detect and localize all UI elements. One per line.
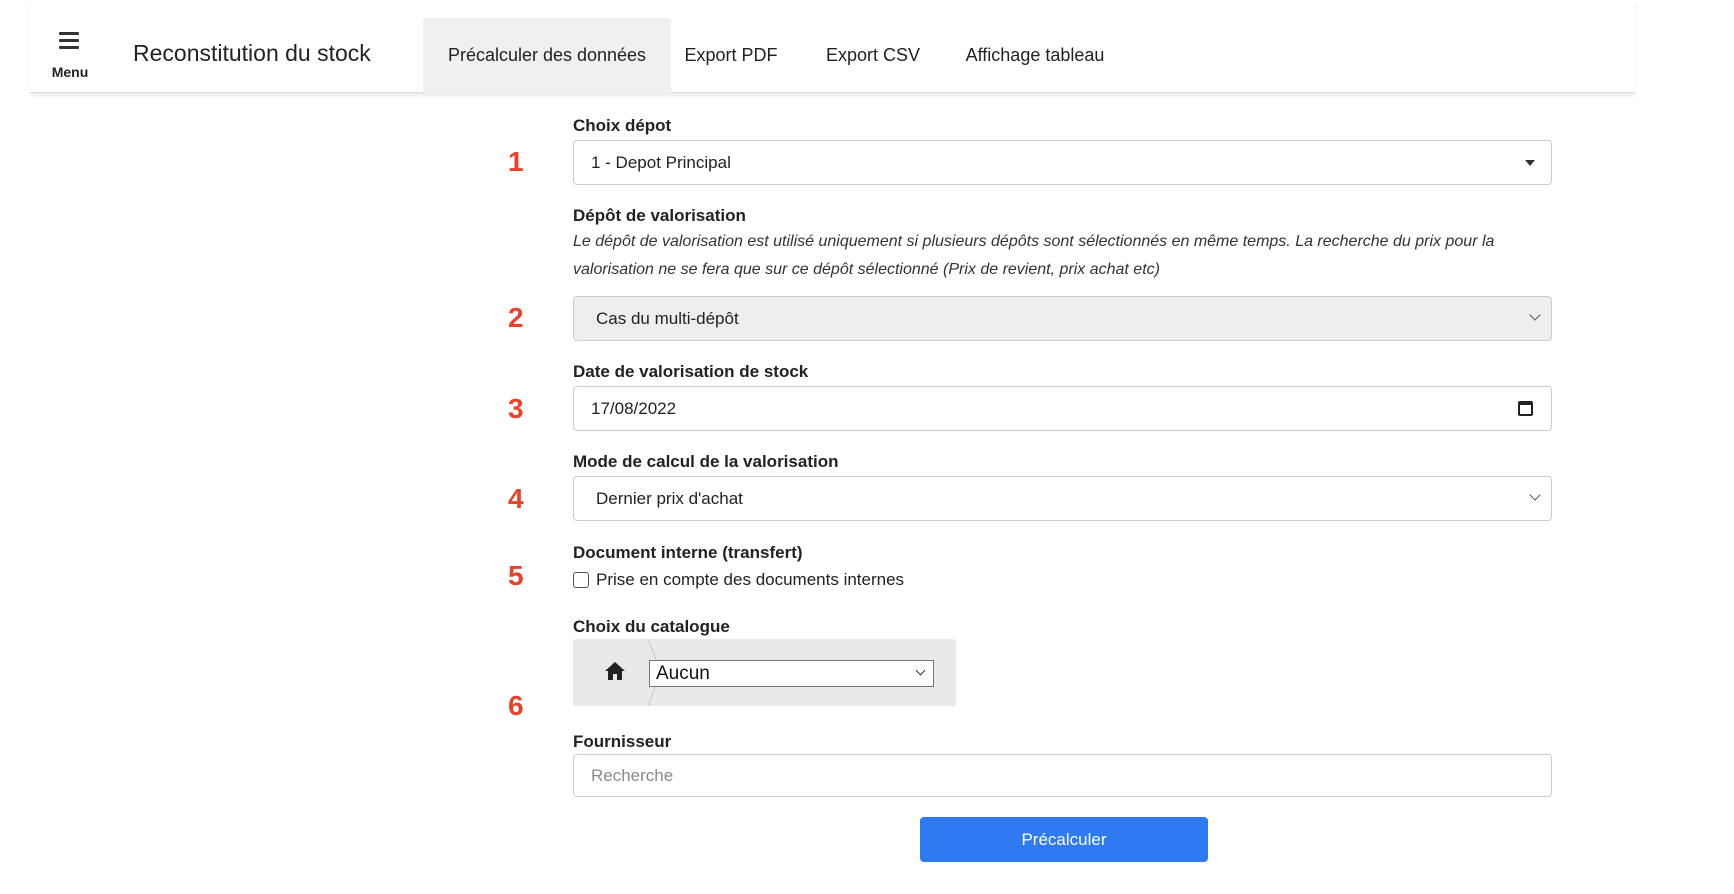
precalculer-button[interactable]: Précalculer xyxy=(920,817,1208,862)
step-number-3: 3 xyxy=(508,393,524,424)
valuation-date-label: Date de valorisation de stock xyxy=(573,362,809,381)
internal-doc-checkbox[interactable] xyxy=(573,572,589,588)
valuation-depot-label: Dépôt de valorisation xyxy=(573,206,746,225)
valuation-depot-help-text: Le dépôt de valorisation est utilisé uniquement si plusieurs dépôts sont sélectionnés en même temps. La recherche du prix pour la valorisation ne se fera que sur ce dépôt sélectionné (Prix de revient, prix achat etc) xyxy=(573,233,1495,278)
depot-label: Choix dépot xyxy=(573,116,672,135)
tab-export-pdf[interactable]: Export PDF xyxy=(684,45,778,65)
chevron-down-icon xyxy=(916,666,926,676)
step-number-4: 4 xyxy=(508,483,524,514)
step-number-5: 5 xyxy=(508,560,524,591)
catalog-select[interactable] xyxy=(649,660,934,687)
valuation-date-input[interactable] xyxy=(573,386,1552,431)
top-navigation-bar xyxy=(30,0,1635,93)
chevron-down-icon xyxy=(1529,489,1540,500)
supplier-label: Fournisseur xyxy=(573,732,672,751)
menu-button[interactable] xyxy=(44,28,96,84)
calendar-icon[interactable] xyxy=(1518,401,1533,416)
valuation-depot-select[interactable] xyxy=(573,296,1552,341)
tab-precalculer-donnees[interactable]: Précalculer des données xyxy=(423,18,671,93)
supplier-search-input[interactable] xyxy=(573,754,1552,797)
hamburger-menu-icon xyxy=(59,32,79,49)
valuation-date-value: 17/08/2022 xyxy=(591,399,677,418)
catalog-select-value: Aucun xyxy=(656,663,710,684)
page-title: Reconstitution du stock xyxy=(133,40,371,66)
step-number-6: 6 xyxy=(508,690,524,721)
depot-select[interactable] xyxy=(573,140,1552,185)
home-icon[interactable] xyxy=(603,659,627,683)
catalog-label: Choix du catalogue xyxy=(573,617,730,636)
tab-affichage-tableau[interactable]: Affichage tableau xyxy=(965,45,1105,65)
calc-mode-select-value: Dernier prix d'achat xyxy=(596,489,743,508)
tab-export-csv[interactable]: Export CSV xyxy=(825,45,921,65)
valuation-depot-select-value: Cas du multi-dépôt xyxy=(596,309,739,328)
step-number-1: 1 xyxy=(508,146,524,177)
menu-label: Menu xyxy=(51,64,89,80)
calc-mode-label: Mode de calcul de la valorisation xyxy=(573,452,839,471)
caret-down-icon xyxy=(1525,160,1535,166)
depot-select-value: 1 - Depot Principal xyxy=(591,153,731,172)
calc-mode-select[interactable] xyxy=(573,476,1552,521)
step-number-2: 2 xyxy=(508,302,524,333)
internal-doc-checkbox-label[interactable]: Prise en compte des documents internes xyxy=(596,570,905,589)
catalog-breadcrumb xyxy=(573,639,956,706)
chevron-down-icon xyxy=(1529,309,1540,320)
internal-doc-label: Document interne (transfert) xyxy=(573,543,803,562)
